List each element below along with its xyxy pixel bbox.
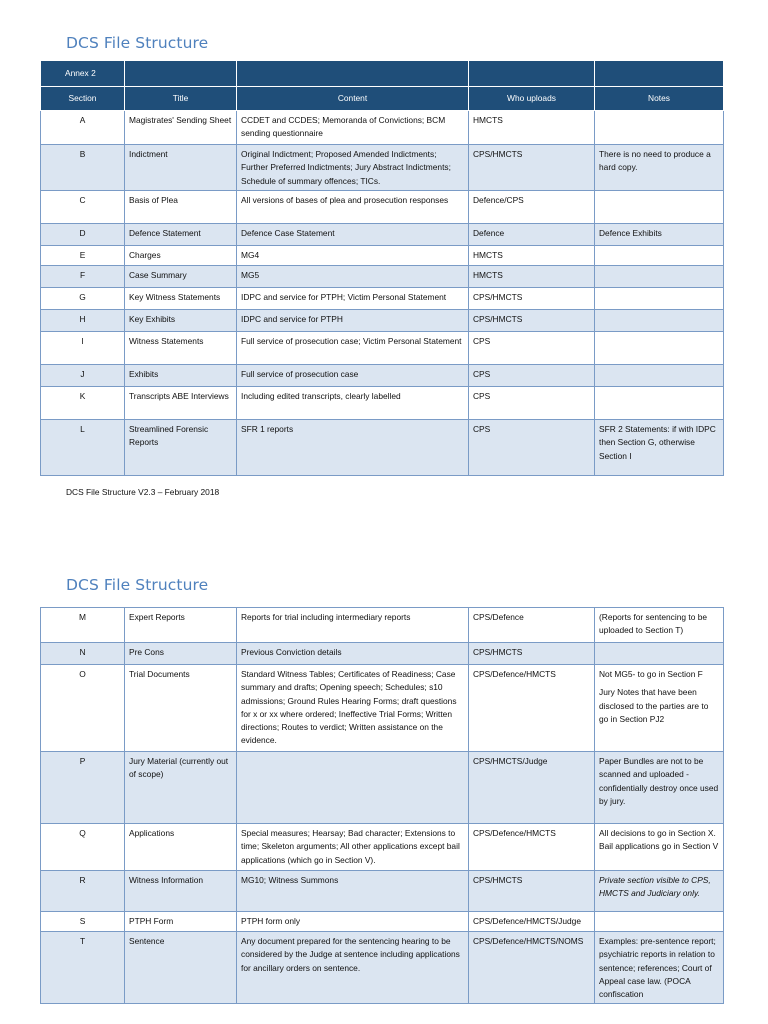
content-cell [237,752,469,824]
who-uploads-cell: CPS/HMCTS [469,288,595,310]
table-row [41,145,724,191]
notes-cell [595,752,724,824]
content-cell: Including edited transcripts, clearly labelled [237,387,469,420]
who-uploads-cell: CPS/Defence/HMCTS/Judge [469,912,595,932]
notes-cell: SFR 2 Statements: if with IDPC then Section G, otherwise Section I [595,420,724,476]
notes-cell [595,332,724,365]
title-cell: Case Summary [125,266,237,288]
section-cell: D [41,224,125,246]
content-cell: Defence Case Statement [237,224,469,246]
content-cell: Reports for trial including intermediary reports [237,608,469,643]
table-row [41,420,724,476]
who-uploads-cell: CPS/Defence/HMCTS [469,665,595,752]
content-cell: MG5 [237,266,469,288]
content-cell: SFR 1 reports [237,420,469,476]
header-title: Title [125,87,237,111]
title-cell: Indictment [125,145,237,191]
title-cell: Pre Cons [125,643,237,665]
who-uploads-cell: CPS/HMCTS [469,145,595,191]
who-uploads-cell: CPS [469,332,595,365]
section-cell: I [41,332,125,365]
section-cell: P [41,752,125,824]
notes-cell [595,246,724,266]
who-uploads-cell: CPS/HMCTS/Judge [469,752,595,824]
content-cell: CCDET and CCDES; Memoranda of Convictions; BCM sending questionnaire [237,111,469,145]
header-who-uploads: Who uploads [469,87,595,111]
title-cell: Key Exhibits [125,310,237,332]
document-footer: DCS File Structure V2.3 – February 2018 [66,487,220,497]
content-cell: PTPH form only [237,912,469,932]
notes-cell [595,365,724,387]
notes-cell [595,191,724,224]
section-cell: K [41,387,125,420]
table-row [41,665,724,752]
header-section: Section [41,87,125,111]
title-cell: Jury Material (currently out of scope) [125,752,237,824]
section-cell: E [41,246,125,266]
table-row [41,932,724,1004]
title-cell: Expert Reports [125,608,237,643]
notes-cell: There is no need to produce a hard copy. [595,145,724,191]
notes-cell [595,111,724,145]
table-row [41,912,724,932]
section-cell: O [41,665,125,752]
who-uploads-cell: CPS/HMCTS [469,310,595,332]
note-paragraph: Paper Bundles are not to be scanned and uploaded - confidentially destroy once used by jury. [599,756,719,806]
who-uploads-cell: CPS/HMCTS [469,643,595,665]
notes-cell [595,266,724,288]
title-cell: Trial Documents [125,665,237,752]
table-row [41,246,724,266]
table-row [41,387,724,420]
content-cell: Special measures; Hearsay; Bad character; Extensions to time; Skeleton arguments; All other applications except bail applications (which go in Section V). [237,824,469,871]
table-row [41,191,724,224]
section-cell: H [41,310,125,332]
title-cell: Defence Statement [125,224,237,246]
who-uploads-cell: HMCTS [469,266,595,288]
notes-cell [595,643,724,665]
content-cell: Full service of prosecution case [237,365,469,387]
who-uploads-cell: Defence [469,224,595,246]
annex-label: Annex 2 [41,61,125,87]
who-uploads-cell: CPS [469,387,595,420]
note-paragraph: Private section visible to CPS, HMCTS and Judiciary only. [599,875,711,899]
note-paragraph: All decisions to go in Section X. Bail applications go in Section V [599,828,719,852]
notes-cell [595,387,724,420]
who-uploads-cell: CPS [469,420,595,476]
content-cell: IDPC and service for PTPH; Victim Personal Statement [237,288,469,310]
notes-cell [595,310,724,332]
section-cell: F [41,266,125,288]
section-cell: G [41,288,125,310]
table-row [41,288,724,310]
section-cell: J [41,365,125,387]
section-cell: C [41,191,125,224]
section-cell: M [41,608,125,643]
title-cell: PTPH Form [125,912,237,932]
table-row [41,224,724,246]
content-cell: Standard Witness Tables; Certificates of Readiness; Case summary and drafts; Opening speech; Schedules; s10 admissions; Ground Rules Hearing Forms; draft questions for x or xx where ordered; Ineffective Trial Forms; Written directions; Routes to verdict; Written assistance on the evidence. [237,665,469,752]
content-cell: MG10; Witness Summons [237,871,469,912]
section-cell: A [41,111,125,145]
content-cell: Any document prepared for the sentencing hearing to be considered by the Judge at sentence including applications for ancillary orders on sentence. [237,932,469,1004]
column-header-row [41,87,724,111]
title-cell: Basis of Plea [125,191,237,224]
content-cell: Full service of prosecution case; Victim Personal Statement [237,332,469,365]
header-blank [595,61,724,87]
content-cell: Previous Conviction details [237,643,469,665]
table-row [41,608,724,643]
annex-header-row [41,61,724,87]
title-cell: Exhibits [125,365,237,387]
table-row [41,824,724,871]
title-cell: Charges [125,246,237,266]
who-uploads-cell: CPS [469,365,595,387]
note-paragraph: Jury Notes that have been disclosed to the parties are to go in Section PJ2 [599,687,709,724]
notes-cell: Defence Exhibits [595,224,724,246]
file-structure-table [40,60,724,476]
table-row [41,752,724,824]
title-cell: Sentence [125,932,237,1004]
notes-cell [595,608,724,643]
who-uploads-cell: CPS/Defence/HMCTS [469,824,595,871]
table-row [41,643,724,665]
content-cell: MG4 [237,246,469,266]
section-cell: S [41,912,125,932]
section-cell: N [41,643,125,665]
file-structure-table-continued [40,607,724,1004]
note-paragraph: (Reports for sentencing to be uploaded to Section T) [599,612,708,636]
note-paragraph: Examples: pre-sentence report; psychiatric reports in relation to sentence; references; Court of Appeal case law. (POCA confiscation [599,936,716,1000]
content-cell: All versions of bases of plea and prosecution responses [237,191,469,224]
table-row [41,332,724,365]
title-cell: Transcripts ABE Interviews [125,387,237,420]
notes-cell [595,871,724,912]
page-title-2: DCS File Structure [66,576,209,594]
header-notes: Notes [595,87,724,111]
notes-cell [595,824,724,871]
title-cell: Streamlined Forensic Reports [125,420,237,476]
page-title: DCS File Structure [66,34,209,52]
header-blank [469,61,595,87]
table-row [41,871,724,912]
title-cell: Witness Statements [125,332,237,365]
header-blank [237,61,469,87]
title-cell: Key Witness Statements [125,288,237,310]
content-cell: IDPC and service for PTPH [237,310,469,332]
header-blank [125,61,237,87]
table-row [41,365,724,387]
who-uploads-cell: HMCTS [469,246,595,266]
section-cell: Q [41,824,125,871]
section-cell: B [41,145,125,191]
who-uploads-cell: CPS/Defence [469,608,595,643]
notes-cell [595,912,724,932]
notes-cell [595,932,724,1004]
table-row [41,111,724,145]
section-cell: R [41,871,125,912]
who-uploads-cell: CPS/HMCTS [469,871,595,912]
who-uploads-cell: CPS/Defence/HMCTS/NOMS [469,932,595,1004]
table-row [41,266,724,288]
title-cell: Magistrates' Sending Sheet [125,111,237,145]
note-paragraph: Not MG5- to go in Section F [599,669,703,679]
who-uploads-cell: Defence/CPS [469,191,595,224]
content-cell: Original Indictment; Proposed Amended Indictments; Further Preferred Indictments; Jury Abstract Indictments; Schedule of summary offences; TICs. [237,145,469,191]
table-row [41,310,724,332]
title-cell: Witness Information [125,871,237,912]
title-cell: Applications [125,824,237,871]
section-cell: T [41,932,125,1004]
notes-cell [595,665,724,752]
section-cell: L [41,420,125,476]
header-content: Content [237,87,469,111]
notes-cell [595,288,724,310]
who-uploads-cell: HMCTS [469,111,595,145]
